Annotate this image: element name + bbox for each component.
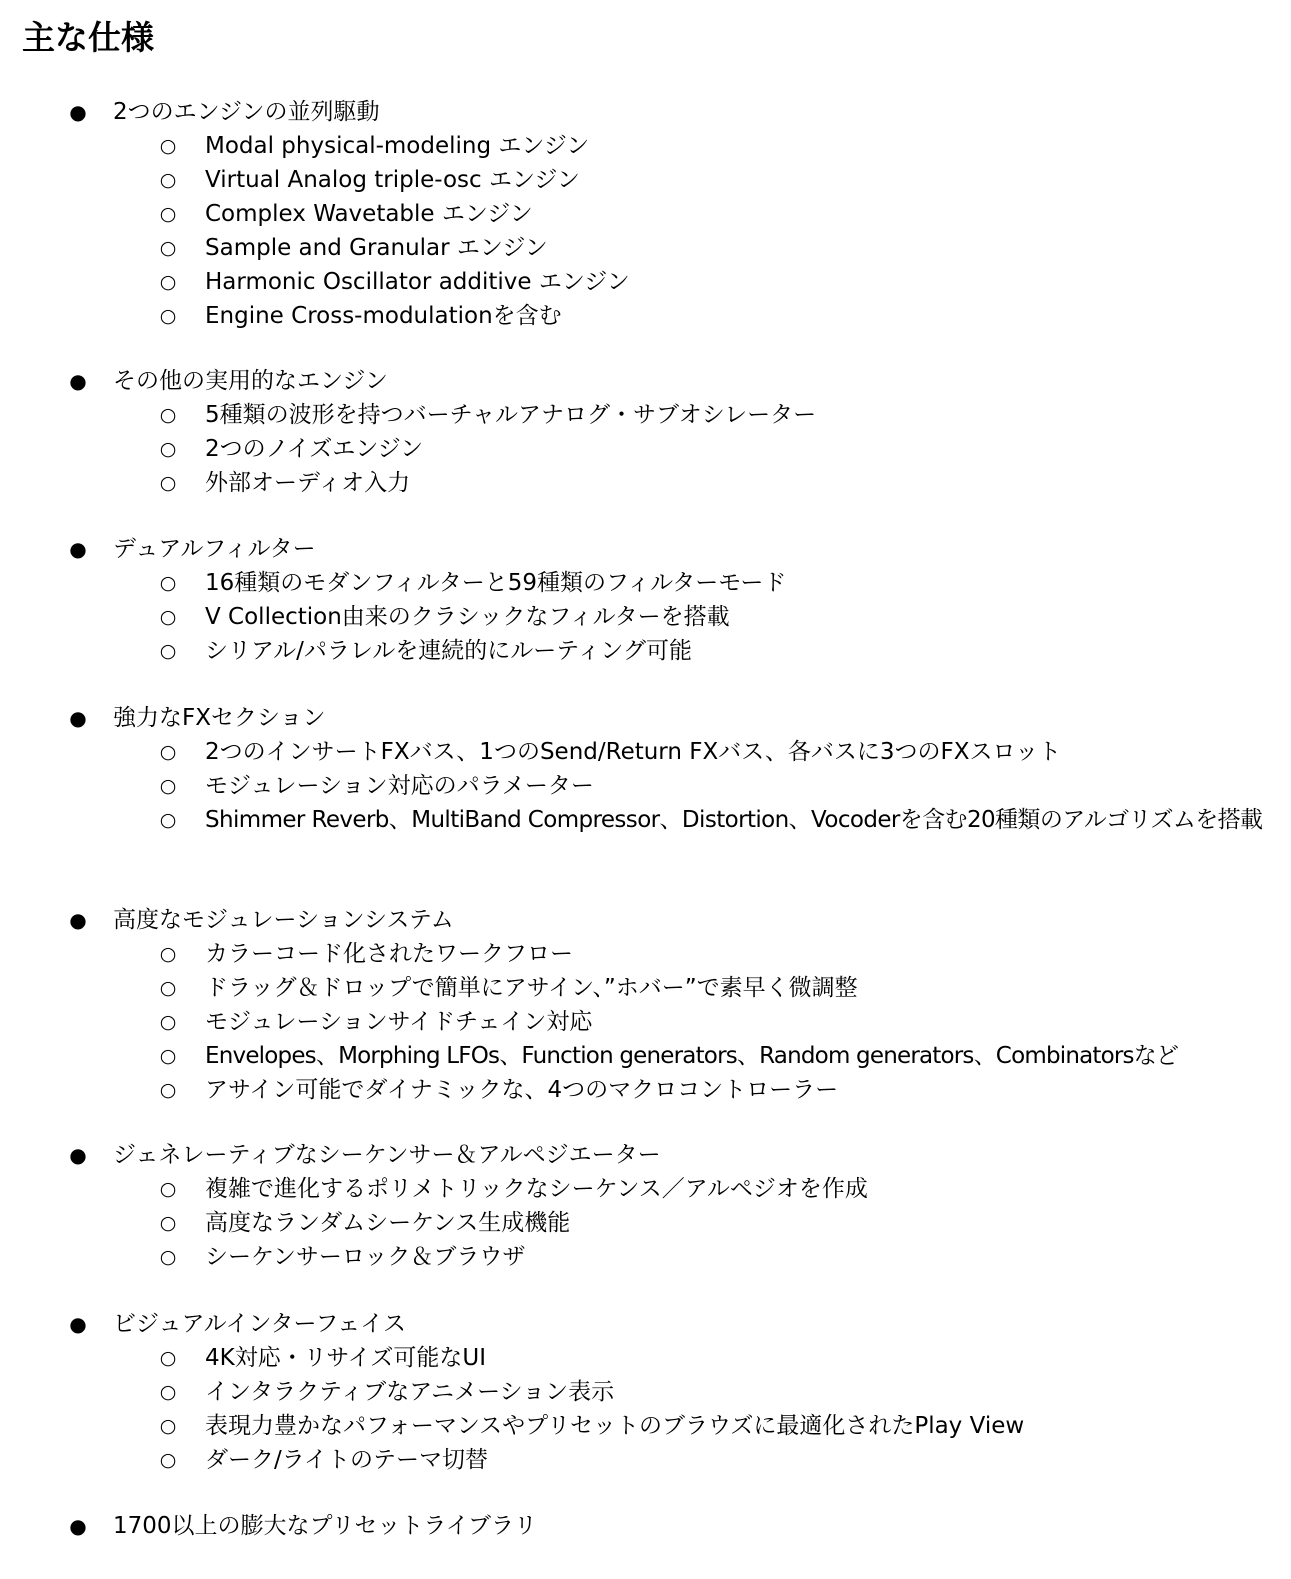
sub-bullet-marker: ○ [159, 305, 177, 327]
bullet-marker: ● [69, 1143, 87, 1167]
sub-bullet-text: カラーコード化されたワークフロー [205, 941, 573, 967]
sub-bullet-item [0, 1206, 1291, 1240]
sub-bullet-text: モジュレーション対応のパラメーター [205, 773, 594, 799]
sub-bullet-text: シリアル/パラレルを連続的にルーティング可能 [205, 638, 692, 664]
sub-bullet-item [0, 197, 1291, 231]
sub-bullet-marker: ○ [159, 203, 177, 225]
sub-bullet-item [0, 432, 1291, 466]
sub-bullet-item [0, 634, 1291, 668]
sub-bullet-text: Envelopes、Morphing LFOs、Function generators、Random generators、Combinatorsなど [205, 1043, 1179, 1069]
bullet-marker: ● [69, 100, 87, 124]
bullet-marker: ● [69, 369, 87, 393]
bullet-item [0, 1138, 1291, 1172]
sub-bullet-marker: ○ [159, 271, 177, 293]
sub-bullet-text: Engine Cross-modulationを含む [205, 303, 562, 329]
sub-bullet-text: モジュレーションサイドチェイン対応 [205, 1009, 593, 1035]
sub-bullet-marker: ○ [159, 472, 177, 494]
bullet-text: 2つのエンジンの並列駆動 [113, 99, 380, 125]
sub-bullet-marker: ○ [159, 943, 177, 965]
sub-bullet-marker: ○ [159, 1381, 177, 1403]
spec-section-dual-filter [0, 532, 1291, 668]
sub-bullet-text: 2つのインサートFXバス、1つのSend/Return FXバス、各バスに3つのFXスロット [205, 739, 1062, 765]
sub-bullet-item [0, 937, 1291, 971]
sub-bullet-item [0, 1172, 1291, 1206]
sub-bullet-marker: ○ [159, 1079, 177, 1101]
sub-bullet-text: シーケンサーロック＆ブラウザ [205, 1244, 526, 1270]
sub-bullet-marker: ○ [159, 640, 177, 662]
sub-bullet-item [0, 265, 1291, 299]
sub-bullet-marker: ○ [159, 438, 177, 460]
bullet-text: 強力なFXセクション [113, 705, 326, 731]
sub-bullet-text: アサイン可能でダイナミックな、4つのマクロコントローラー [205, 1077, 839, 1103]
sub-bullet-item [0, 1005, 1291, 1039]
bullet-item [0, 532, 1291, 566]
sub-bullet-marker: ○ [159, 1415, 177, 1437]
spec-section-modulation [0, 903, 1291, 1107]
sub-bullet-text: ドラッグ＆ドロップで簡単にアサイン、”ホバー”で素早く微調整 [205, 975, 858, 1001]
bullet-item [0, 95, 1291, 129]
sub-bullet-item [0, 1039, 1291, 1073]
sub-bullet-marker: ○ [159, 169, 177, 191]
sub-bullet-marker: ○ [159, 977, 177, 999]
sub-bullet-text: 2つのノイズエンジン [205, 436, 424, 462]
spec-section-visual-interface [0, 1307, 1291, 1477]
sub-bullet-text: 表現力豊かなパフォーマンスやプリセットのブラウズに最適化されたPlay View [205, 1413, 1025, 1439]
bullet-text: 高度なモジュレーションシステム [113, 907, 454, 933]
bullet-marker: ● [69, 706, 87, 730]
sub-bullet-text: インタラクティブなアニメーション表示 [205, 1379, 615, 1405]
sub-bullet-item [0, 163, 1291, 197]
sub-bullet-text: Virtual Analog triple-osc エンジン [205, 167, 580, 193]
sub-bullet-item [0, 971, 1291, 1005]
sub-bullet-marker: ○ [159, 1212, 177, 1234]
sub-bullet-marker: ○ [159, 1178, 177, 1200]
sub-bullet-text: Shimmer Reverb、MultiBand Compressor、Distortion、Vocoderを含む20種類のアルゴリズムを搭載 [205, 807, 1263, 833]
bullet-marker: ● [69, 537, 87, 561]
sub-bullet-item [0, 1409, 1291, 1443]
sub-bullet-marker: ○ [159, 1246, 177, 1268]
sub-bullet-text: 16種類のモダンフィルターと59種類のフィルターモード [205, 570, 787, 596]
bullet-text: 1700以上の膨大なプリセットライブラリ [113, 1513, 538, 1539]
sub-bullet-text: 複雑で進化するポリメトリックなシーケンス／アルペジオを作成 [205, 1176, 868, 1202]
sub-bullet-marker: ○ [159, 1045, 177, 1067]
spec-section-sequencer [0, 1138, 1291, 1274]
spec-section-fx [0, 701, 1291, 871]
sub-bullet-item [0, 1240, 1291, 1274]
bullet-item [0, 1307, 1291, 1341]
sub-bullet-item [0, 466, 1291, 500]
sub-bullet-item [0, 735, 1291, 769]
sub-bullet-item [0, 1073, 1291, 1107]
page-title: 主な仕様 [22, 18, 154, 57]
sub-bullet-item [0, 398, 1291, 432]
bullet-item [0, 364, 1291, 398]
bullet-item [0, 903, 1291, 937]
sub-bullet-item [0, 299, 1291, 333]
sub-bullet-text: Harmonic Oscillator additive エンジン [205, 269, 630, 295]
spec-section-other-engines [0, 364, 1291, 500]
sub-bullet-text: 5種類の波形を持つバーチャルアナログ・サブオシレーター [205, 402, 817, 428]
sub-bullet-item [0, 1375, 1291, 1409]
sub-bullet-marker: ○ [159, 741, 177, 763]
sub-bullet-marker: ○ [159, 237, 177, 259]
sub-bullet-text: V Collection由来のクラシックなフィルターを搭載 [205, 604, 730, 630]
sub-bullet-text: 4K対応・リサイズ可能なUI [205, 1345, 487, 1371]
sub-bullet-text: Modal physical-modeling エンジン [205, 133, 590, 159]
sub-bullet-text: ダーク/ライトのテーマ切替 [205, 1447, 489, 1473]
sub-bullet-marker: ○ [159, 606, 177, 628]
sub-bullet-marker: ○ [159, 1347, 177, 1369]
bullet-marker: ● [69, 1514, 87, 1538]
bullet-text: ビジュアルインターフェイス [113, 1311, 407, 1337]
sub-bullet-marker: ○ [159, 135, 177, 157]
sub-bullet-item [0, 1443, 1291, 1477]
sub-bullet-item [0, 1341, 1291, 1375]
bullet-text: デュアルフィルター [113, 536, 316, 562]
bullet-text: その他の実用的なエンジン [113, 368, 388, 394]
sub-bullet-text: Sample and Granular エンジン [205, 235, 548, 261]
sub-bullet-marker: ○ [159, 809, 177, 831]
spec-section-parallel-engines [0, 95, 1291, 333]
sub-bullet-text: 外部オーディオ入力 [205, 470, 411, 496]
sub-bullet-item [0, 129, 1291, 163]
bullet-text: ジェネレーティブなシーケンサー＆アルペジエーター [113, 1142, 661, 1168]
bullet-item [0, 1509, 1291, 1543]
sub-bullet-item [0, 803, 1291, 871]
sub-bullet-marker: ○ [159, 572, 177, 594]
sub-bullet-text: 高度なランダムシーケンス生成機能 [205, 1210, 571, 1236]
sub-bullet-marker: ○ [159, 404, 177, 426]
sub-bullet-item [0, 566, 1291, 600]
bullet-item [0, 701, 1291, 735]
spec-section-preset-library [0, 1509, 1291, 1543]
sub-bullet-item [0, 600, 1291, 634]
sub-bullet-marker: ○ [159, 1011, 177, 1033]
sub-bullet-item [0, 231, 1291, 265]
sub-bullet-marker: ○ [159, 775, 177, 797]
bullet-marker: ● [69, 908, 87, 932]
bullet-marker: ● [69, 1312, 87, 1336]
sub-bullet-marker: ○ [159, 1449, 177, 1471]
sub-bullet-item [0, 769, 1291, 803]
sub-bullet-text: Complex Wavetable エンジン [205, 201, 533, 227]
